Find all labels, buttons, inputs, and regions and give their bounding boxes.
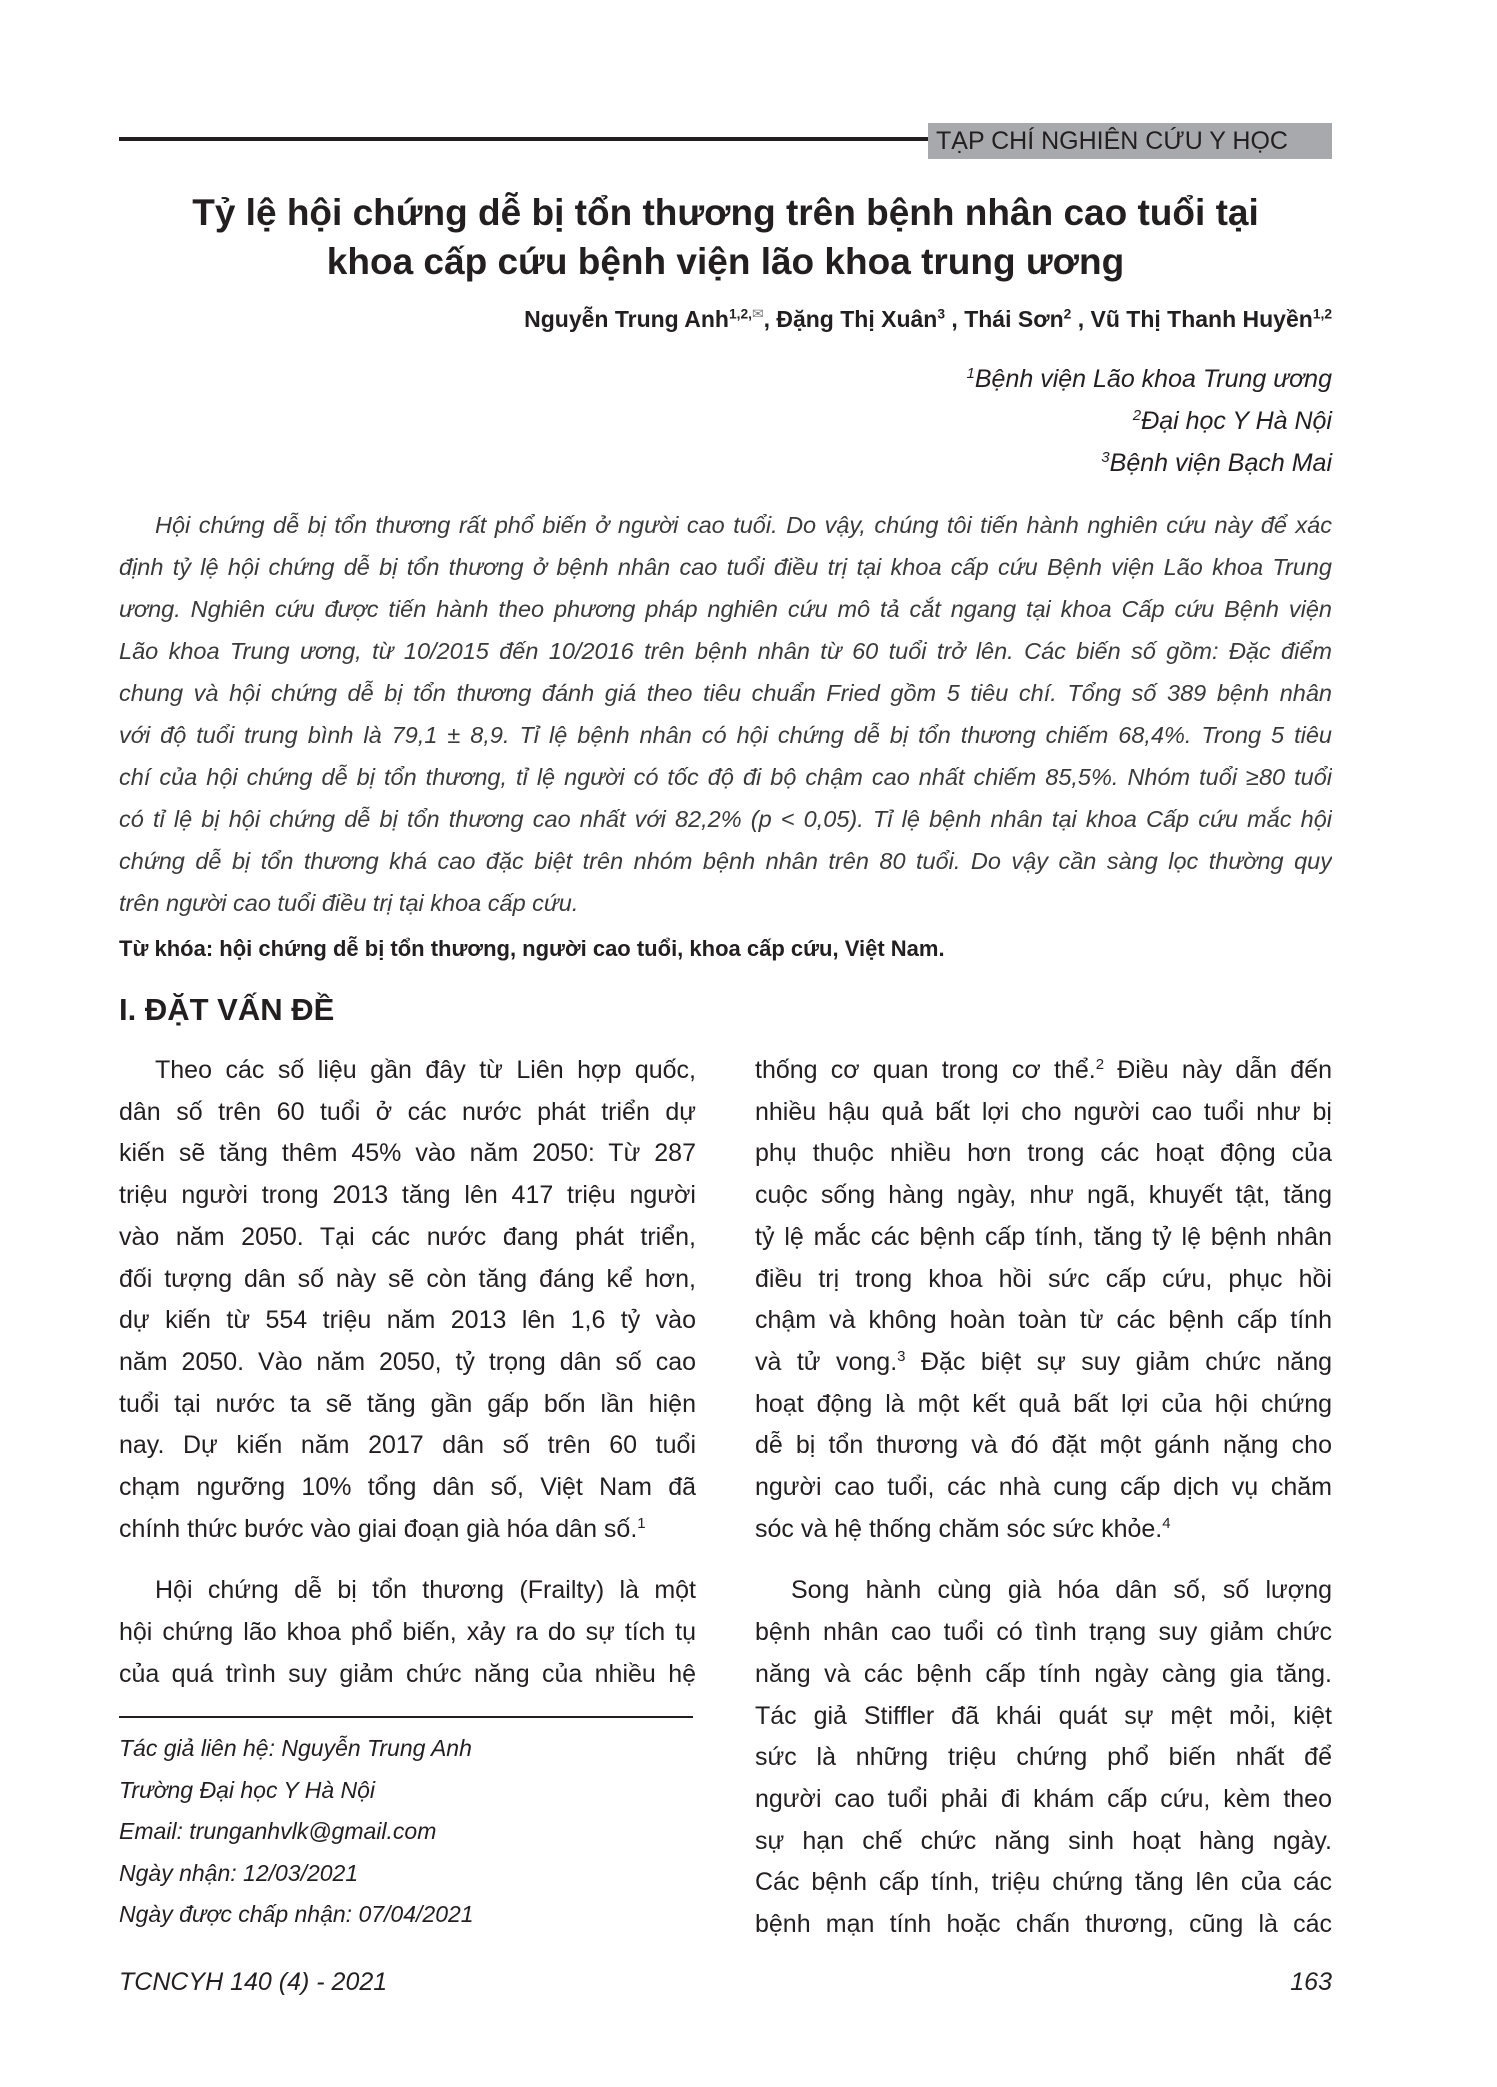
affiliation [1133,407,1332,436]
right-column [755,1050,1332,1946]
text-segment: Đặc biệt sự suy giảm chức năng [905,1347,1332,1376]
text-line: bệnh mạn tính hoặc chấn thương, cũng là các [755,1910,1332,1939]
page-number: 163 [1290,1968,1332,1996]
author-affiliation-sup: 1,2 [1312,306,1332,322]
affiliation-sup: 3 [1101,449,1110,466]
text-line: chung và hội chứng dễ bị tổn thương đánh giá theo tiêu chuẩn Fried gồm 5 tiêu chí. Tổng số 389 bệnh nhân [119,680,1332,706]
author-name: , Thái Sơn [945,306,1064,332]
text-segment: sóc và hệ thống chăm sóc sức khỏe. [755,1514,1163,1543]
footer-citation: TCNCYH 140 (4) - 2021 [119,1968,388,1996]
text-line: dân số trên 60 tuổi ở các nước phát triển dự [119,1097,696,1126]
text-line: dự kiến từ 554 triệu năm 2013 lên 1,6 tỷ vào [119,1306,696,1335]
affiliation-name: Bệnh viện Bạch Mai [1109,449,1332,477]
text-line: có tỉ lệ bị hội chứng dễ bị tổn thương cao nhất với 82,2% (p < 0,05). Tỉ lệ bệnh nhân tại khoa Cấp cứu mắc hội [119,806,1332,832]
article-title [119,188,1332,286]
text-line: nhiều hậu quả bất lợi cho người cao tuổi như bị [755,1097,1332,1126]
reference-sup: 1 [637,1514,646,1532]
footnote-line: Tác giả liên hệ: Nguyễn Trung Anh [119,1735,472,1761]
text-line: sự hạn chế chức năng sinh hoạt hàng ngày. [755,1826,1332,1855]
correspondence-footnote [119,1728,474,1936]
author-affiliation-sup: 1,2, [728,306,752,322]
text-line: phụ thuộc nhiều hơn trong các hoạt động của [755,1139,1332,1168]
text-line: ương. Nghiên cứu được tiến hành theo phương pháp nghiên cứu mô tả cắt ngang tại khoa Cấp cứu Bệnh viện [119,596,1332,622]
author-affiliation-sup: 2 [1063,306,1072,322]
left-column [119,1050,696,1696]
title-line: khoa cấp cứu bệnh viện lão khoa trung ương [326,241,1125,282]
text-segment: Điều này dẫn đến [1104,1056,1332,1084]
text-line: tỷ lệ mắc các bệnh cấp tính, tăng tỷ lệ bệnh nhân [755,1222,1332,1251]
affiliation-sup: 2 [1132,407,1142,424]
affiliation [967,365,1332,394]
mail-icon: ✉ [752,306,764,322]
text-line: đối tượng dân số này sẽ còn tăng đáng kể hơn, [119,1264,696,1293]
text-line: Các bệnh cấp tính, triệu chứng tăng lên của các [755,1868,1332,1897]
text-line: hội chứng lão khoa phổ biến, xảy ra do sự tích tụ [119,1618,696,1647]
affiliation-sup: 1 [966,365,975,382]
text-line: trên người cao tuổi điều trị tại khoa cấp cứu. [119,890,579,916]
affiliation-name: Đại học Y Hà Nội [1141,407,1332,435]
affiliation [1101,449,1332,478]
text-line: kiến sẽ tăng thêm 45% vào năm 2050: Từ 287 [119,1139,696,1168]
text-line: cuộc sống hàng ngày, như ngã, khuyết tật, tăng [755,1181,1332,1210]
affiliation-name: Bệnh viện Lão khoa Trung ương [974,365,1332,393]
text-line: năng và các bệnh cấp tính ngày càng gia tăng. [755,1659,1332,1688]
text-line: Hội chứng dễ bị tổn thương rất phổ biến ở người cao tuổi. Do vậy, chúng tôi tiến hành nghiên cứu này để xác [155,512,1332,538]
text-line: điều trị trong khoa hồi sức cấp cứu, phục hồi [755,1264,1332,1293]
text-line: Hội chứng dễ bị tổn thương (Frailty) là một [155,1576,696,1605]
author-affiliation-sup: 3 [937,306,946,322]
footnote-line: Ngày được chấp nhận: 07/04/2021 [119,1901,474,1927]
author-name: , Đặng Thị Xuân [763,306,938,332]
text-line: Lão khoa Trung ương, từ 10/2015 đến 10/2016 trên bệnh nhân từ 60 tuổi trở lên. Các biến số gồm: Đặc điểm [119,638,1332,664]
text-line: nay. Dự kiến năm 2017 dân số trên 60 tuổi [119,1431,696,1460]
reference-sup: 2 [1095,1056,1105,1073]
text-line: Theo các số liệu gần đây từ Liên hợp quốc, [155,1056,696,1084]
section-heading: I. ĐẶT VẤN ĐỀ [119,992,335,1027]
text-line: dễ bị tổn thương và đó đặt một gánh nặng cho [755,1431,1332,1460]
header-rule [119,137,931,141]
text-line: của quá trình suy giảm chức năng của nhiều hệ [119,1659,696,1688]
text-line: triệu người trong 2013 tăng lên 417 triệu người [119,1181,696,1210]
footnote-line: Trường Đại học Y Hà Nội [119,1776,376,1803]
text-line: năm 2050. Vào năm 2050, tỷ trọng dân số cao [119,1347,696,1376]
title-line: Tỷ lệ hội chứng dễ bị tổn thương trên bệnh nhân cao tuổi tại [192,192,1259,233]
text-line: chí của hội chứng dễ bị tổn thương, tỉ lệ người có tốc độ đi bộ chậm cao nhất chiếm 85,5%. Nhóm tuổi ≥80 tuổi [119,764,1332,790]
text-line: chạm ngưỡng 10% tổng dân số, Việt Nam đã [119,1473,696,1502]
text-line: người cao tuổi, các nhà cung cấp dịch vụ chăm [755,1473,1332,1502]
text-line: chứng dễ bị tổn thương khá cao đặc biệt trên nhóm bệnh nhân trên 80 tuổi. Do vậy cần sàng lọc thường quy [119,848,1332,874]
reference-sup: 3 [897,1347,906,1365]
author-list [524,306,1332,333]
keywords: Từ khóa: hội chứng dễ bị tổn thương, người cao tuổi, khoa cấp cứu, Việt Nam. [119,936,945,961]
footnote-rule [119,1716,693,1718]
text-line: vào năm 2050. Tại các nước đang phát triển, [119,1222,696,1251]
text-line: sức là những triệu chứng phổ biến nhất để [755,1743,1332,1772]
text-line [755,1050,1332,1092]
text-line: bệnh nhân cao tuổi có tình trạng suy giảm chức [755,1618,1332,1647]
author-name: , Vũ Thị Thanh Huyền [1071,306,1313,332]
text-line: với độ tuổi trung bình là 79,1 ± 8,9. Tỉ lệ bệnh nhân có hội chứng dễ bị tổn thương chiếm 68,4%. Trong 5 tiêu [119,722,1332,748]
author-name: Nguyễn Trung Anh [524,306,729,332]
footnote-line: Email: trunganhvlk@gmail.com [119,1818,437,1844]
abstract [119,504,1332,924]
text-line: hoạt động là một kết quả bất lợi của hội chứng [755,1389,1332,1418]
text-line [119,1509,696,1551]
text-segment: thống cơ quan trong cơ thể. [755,1056,1096,1084]
footnote-line: Ngày nhận: 12/03/2021 [119,1859,359,1886]
text-line: Song hành cùng già hóa dân số, số lượng [791,1576,1332,1605]
text-line: định tỷ lệ hội chứng dễ bị tổn thương ở bệnh nhân cao tuổi điều trị tại khoa cấp cứu Bệnh viện Lão khoa Trung [119,554,1332,580]
text-line: người cao tuổi phải đi khám cấp cứu, kèm theo [755,1784,1332,1813]
text-line: tuổi tại nước ta sẽ tăng gần gấp bốn lần hiện [119,1389,696,1418]
text-segment: và tử vong. [755,1347,898,1376]
text-line: Tác giả Stiffler đã khái quát sự mệt mỏi, kiệt [755,1701,1332,1730]
text-line [755,1342,1332,1384]
reference-sup: 4 [1162,1514,1171,1532]
text-line [755,1509,1332,1551]
text-segment: chính thức bước vào giai đoạn già hóa dân số. [119,1514,638,1543]
text-line: chậm và không hoàn toàn từ các bệnh cấp tính [755,1306,1332,1335]
journal-header: TẠP CHÍ NGHIÊN CỨU Y HỌC [928,123,1332,159]
